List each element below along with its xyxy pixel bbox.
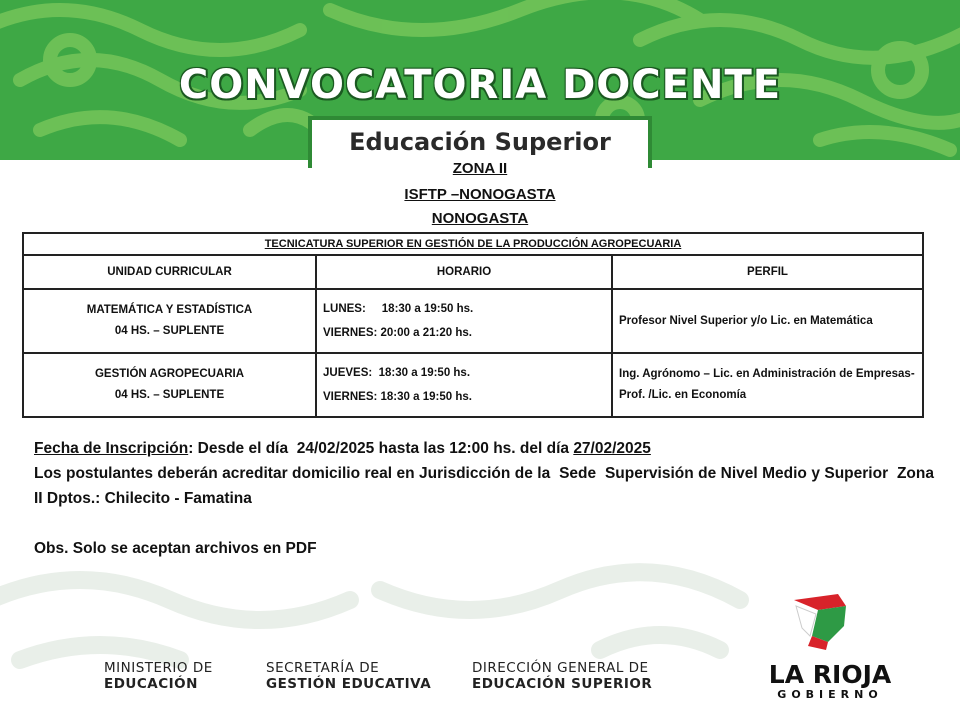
table-header-row: [23, 255, 923, 289]
inscription-info: [34, 436, 939, 511]
column-header-schedule: HORARIO: [316, 255, 612, 289]
table-row: [23, 353, 923, 417]
obs-note: Obs. Solo se aceptan archivos en PDF: [34, 540, 317, 557]
inscription-end-date: 27/02/2025: [573, 440, 651, 457]
requirement-text: Los postulantes deberán acreditar domicilio real en Jurisdicción de la Sede Supervisión de Nivel Medio y Superior Zona II Dptos.: Chilecito - Famatina: [34, 465, 939, 507]
profile-cell: Ing. Agrónomo – Lic. en Administración de Empresas- Prof. /Lic. en Economía: [612, 353, 923, 417]
unit-detail: 04 HS. – SUPLENTE: [114, 389, 225, 401]
page-subtitle: Educación Superior: [349, 128, 611, 156]
inscription-text: : Desde el día 24/02/2025 hasta las 12:00 hs. del día: [188, 440, 574, 457]
zone-label: ZONA II: [452, 160, 508, 177]
city-label: NONOGASTA: [431, 210, 529, 227]
unit-detail: 04 HS. – SUPLENTE: [114, 325, 225, 337]
schedule-cell: [316, 289, 612, 353]
schedule-line: LUNES: 18:30 a 19:50 hs.: [323, 303, 474, 315]
unit-cell: [23, 353, 316, 417]
schedule-line: VIERNES: 20:00 a 21:20 hs.: [323, 327, 472, 339]
profile-cell: Profesor Nivel Superior y/o Lic. en Matemática: [612, 289, 923, 353]
unit-cell: [23, 289, 316, 353]
institute-label: ISFTP –NONOGASTA: [404, 186, 556, 203]
positions-table: [22, 232, 924, 418]
inscription-line: [34, 436, 934, 461]
direction-label: DIRECCIÓN GENERAL DE EDUCACIÓN SUPERIOR: [472, 660, 653, 692]
table-title: TECNICATURA SUPERIOR EN GESTIÓN DE LA PRODUCCIÓN AGROPECUARIA: [23, 233, 923, 255]
secretary-label: SECRETARÍA DE GESTIÓN EDUCATIVA: [266, 660, 432, 692]
brand-subtitle: GOBIERNO: [777, 688, 883, 701]
column-header-unit: UNIDAD CURRICULAR: [23, 255, 316, 289]
schedule-line: JUEVES: 18:30 a 19:50 hs.: [323, 367, 471, 379]
column-header-profile: PERFIL: [612, 255, 923, 289]
la-rioja-logo-icon: [788, 592, 852, 656]
schedule-cell: [316, 353, 612, 417]
schedule-line: VIERNES: 18:30 a 19:50 hs.: [323, 391, 472, 403]
ministry-label: MINISTERIO DE EDUCACIÓN: [104, 660, 213, 692]
brand-name: LA RIOJA: [768, 660, 892, 689]
table-row: [23, 289, 923, 353]
inscription-label: Fecha de Inscripción: [34, 440, 189, 457]
unit-name: GESTIÓN AGROPECUARIA: [94, 368, 245, 380]
unit-name: MATEMÁTICA Y ESTADÍSTICA: [86, 304, 253, 316]
page-title: CONVOCATORIA DOCENTE: [178, 62, 782, 108]
table-title-row: [23, 233, 923, 255]
